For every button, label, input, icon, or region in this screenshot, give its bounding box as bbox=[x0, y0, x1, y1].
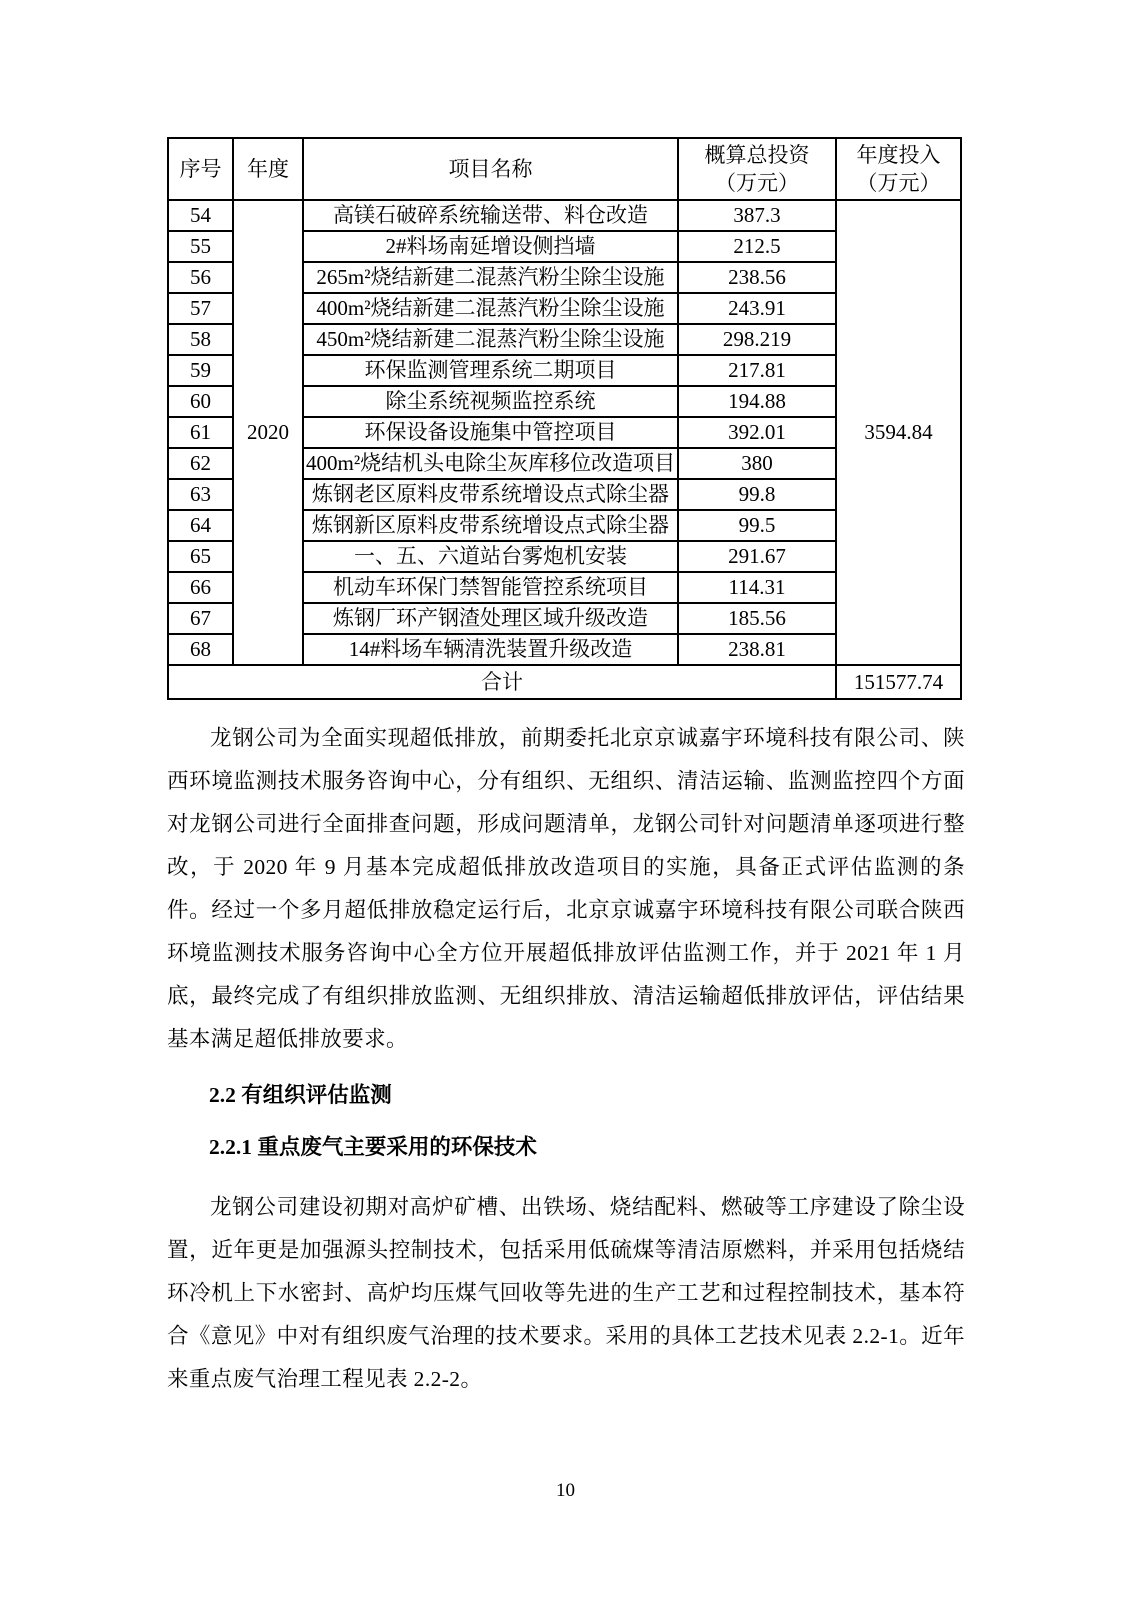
cell-investment: 217.81 bbox=[678, 355, 836, 386]
cell-project-name: 400m²烧结机头电除尘灰库移位改造项目 bbox=[303, 448, 678, 479]
cell-investment: 194.88 bbox=[678, 386, 836, 417]
table-total-row bbox=[168, 665, 961, 699]
heading-section-2-2: 2.2 有组织评估监测 bbox=[209, 1083, 392, 1107]
header-year: 年度 bbox=[233, 138, 303, 200]
cell-seq: 61 bbox=[168, 417, 233, 448]
cell-project-name: 除尘系统视频监控系统 bbox=[303, 386, 678, 417]
cell-seq: 63 bbox=[168, 479, 233, 510]
cell-project-name: 高镁石破碎系统输送带、料仓改造 bbox=[303, 200, 678, 231]
cell-investment: 392.01 bbox=[678, 417, 836, 448]
header-seq: 序号 bbox=[168, 138, 233, 200]
cell-investment: 291.67 bbox=[678, 541, 836, 572]
header-annual-investment-line1: 年度投入 bbox=[856, 143, 941, 167]
cell-seq: 59 bbox=[168, 355, 233, 386]
cell-investment: 99.5 bbox=[678, 510, 836, 541]
total-label-cell: 合计 bbox=[168, 665, 836, 699]
cell-investment: 243.91 bbox=[678, 293, 836, 324]
cell-project-name: 2#料场南延增设侧挡墙 bbox=[303, 231, 678, 262]
cell-seq: 62 bbox=[168, 448, 233, 479]
cell-investment: 298.219 bbox=[678, 324, 836, 355]
cell-seq: 54 bbox=[168, 200, 233, 231]
header-total-investment-line2: （万元） bbox=[715, 171, 799, 195]
total-value-cell: 151577.74 bbox=[836, 665, 961, 699]
cell-project-name: 炼钢新区原料皮带系统增设点式除尘器 bbox=[303, 510, 678, 541]
cell-seq: 55 bbox=[168, 231, 233, 262]
header-annual-investment-line2: （万元） bbox=[856, 171, 941, 195]
cell-investment: 387.3 bbox=[678, 200, 836, 231]
header-annual-investment bbox=[836, 138, 961, 200]
cell-seq: 58 bbox=[168, 324, 233, 355]
cell-investment: 185.56 bbox=[678, 603, 836, 634]
cell-project-name: 一、五、六道站台雾炮机安装 bbox=[303, 541, 678, 572]
cell-seq: 68 bbox=[168, 634, 233, 665]
cell-project-name: 14#料场车辆清洗装置升级改造 bbox=[303, 634, 678, 665]
cell-project-name: 机动车环保门禁智能管控系统项目 bbox=[303, 572, 678, 603]
cell-project-name: 450m²烧结新建二混蒸汽粉尘除尘设施 bbox=[303, 324, 678, 355]
table-header-row bbox=[168, 138, 961, 200]
cell-year-group: 2020 bbox=[233, 200, 303, 665]
header-total-investment bbox=[678, 138, 836, 200]
page-number: 10 bbox=[556, 1480, 575, 1501]
cell-seq: 56 bbox=[168, 262, 233, 293]
cell-project-name: 环保设备设施集中管控项目 bbox=[303, 417, 678, 448]
header-project-name: 项目名称 bbox=[303, 138, 678, 200]
page-content bbox=[167, 137, 965, 1401]
header-total-investment-line1: 概算总投资 bbox=[704, 143, 810, 167]
cell-seq: 66 bbox=[168, 572, 233, 603]
cell-investment: 114.31 bbox=[678, 572, 836, 603]
table-row bbox=[168, 200, 961, 231]
cell-project-name: 炼钢老区原料皮带系统增设点式除尘器 bbox=[303, 479, 678, 510]
cell-seq: 65 bbox=[168, 541, 233, 572]
cell-project-name: 炼钢厂环产钢渣处理区域升级改造 bbox=[303, 603, 678, 634]
cell-seq: 67 bbox=[168, 603, 233, 634]
cell-project-name: 265m²烧结新建二混蒸汽粉尘除尘设施 bbox=[303, 262, 678, 293]
cell-investment: 99.8 bbox=[678, 479, 836, 510]
paragraph-overview: 龙钢公司为全面实现超低排放，前期委托北京京诚嘉宇环境科技有限公司、陕西环境监测技术服务咨询中心，分有组织、无组织、清洁运输、监测监控四个方面对龙钢公司进行全面排查问题，形成问题清单，龙钢公司针对问题清单逐项进行整改，于 2020 年 9 月基本完成超低排放改造项目的实施，具备正式评估监测的条件。经过一个多月超低排放稳定运行后，北京京诚嘉宇环境科技有限公司联合陕西环境监测技术服务咨询中心全方位开展超低排放评估监测工作，并于 2021 年 1 月底，最终完成了有组织排放监测、无组织排放、清洁运输超低排放评估，评估结果基本满足超低排放要求。 bbox=[167, 726, 965, 1051]
investment-projects-table bbox=[167, 137, 962, 700]
cell-project-name: 400m²烧结新建二混蒸汽粉尘除尘设施 bbox=[303, 293, 678, 324]
cell-seq: 64 bbox=[168, 510, 233, 541]
cell-investment: 212.5 bbox=[678, 231, 836, 262]
cell-seq: 60 bbox=[168, 386, 233, 417]
cell-investment: 380 bbox=[678, 448, 836, 479]
heading-section-2-2-1: 2.2.1 重点废气主要采用的环保技术 bbox=[209, 1135, 537, 1159]
paragraph-environmental-tech: 龙钢公司建设初期对高炉矿槽、出铁场、烧结配料、燃破等工序建设了除尘设置，近年更是加强源头控制技术，包括采用低硫煤等清洁原燃料，并采用包括烧结环冷机上下水密封、高炉均压煤气回收等先进的生产工艺和过程控制技术，基本符合《意见》中对有组织废气治理的技术要求。采用的具体工艺技术见表 2.2-1。近年来重点废气治理工程见表 2.2-2。 bbox=[167, 1195, 965, 1391]
cell-seq: 57 bbox=[168, 293, 233, 324]
cell-project-name: 环保监测管理系统二期项目 bbox=[303, 355, 678, 386]
cell-annual-total: 3594.84 bbox=[836, 200, 961, 665]
cell-investment: 238.81 bbox=[678, 634, 836, 665]
cell-investment: 238.56 bbox=[678, 262, 836, 293]
